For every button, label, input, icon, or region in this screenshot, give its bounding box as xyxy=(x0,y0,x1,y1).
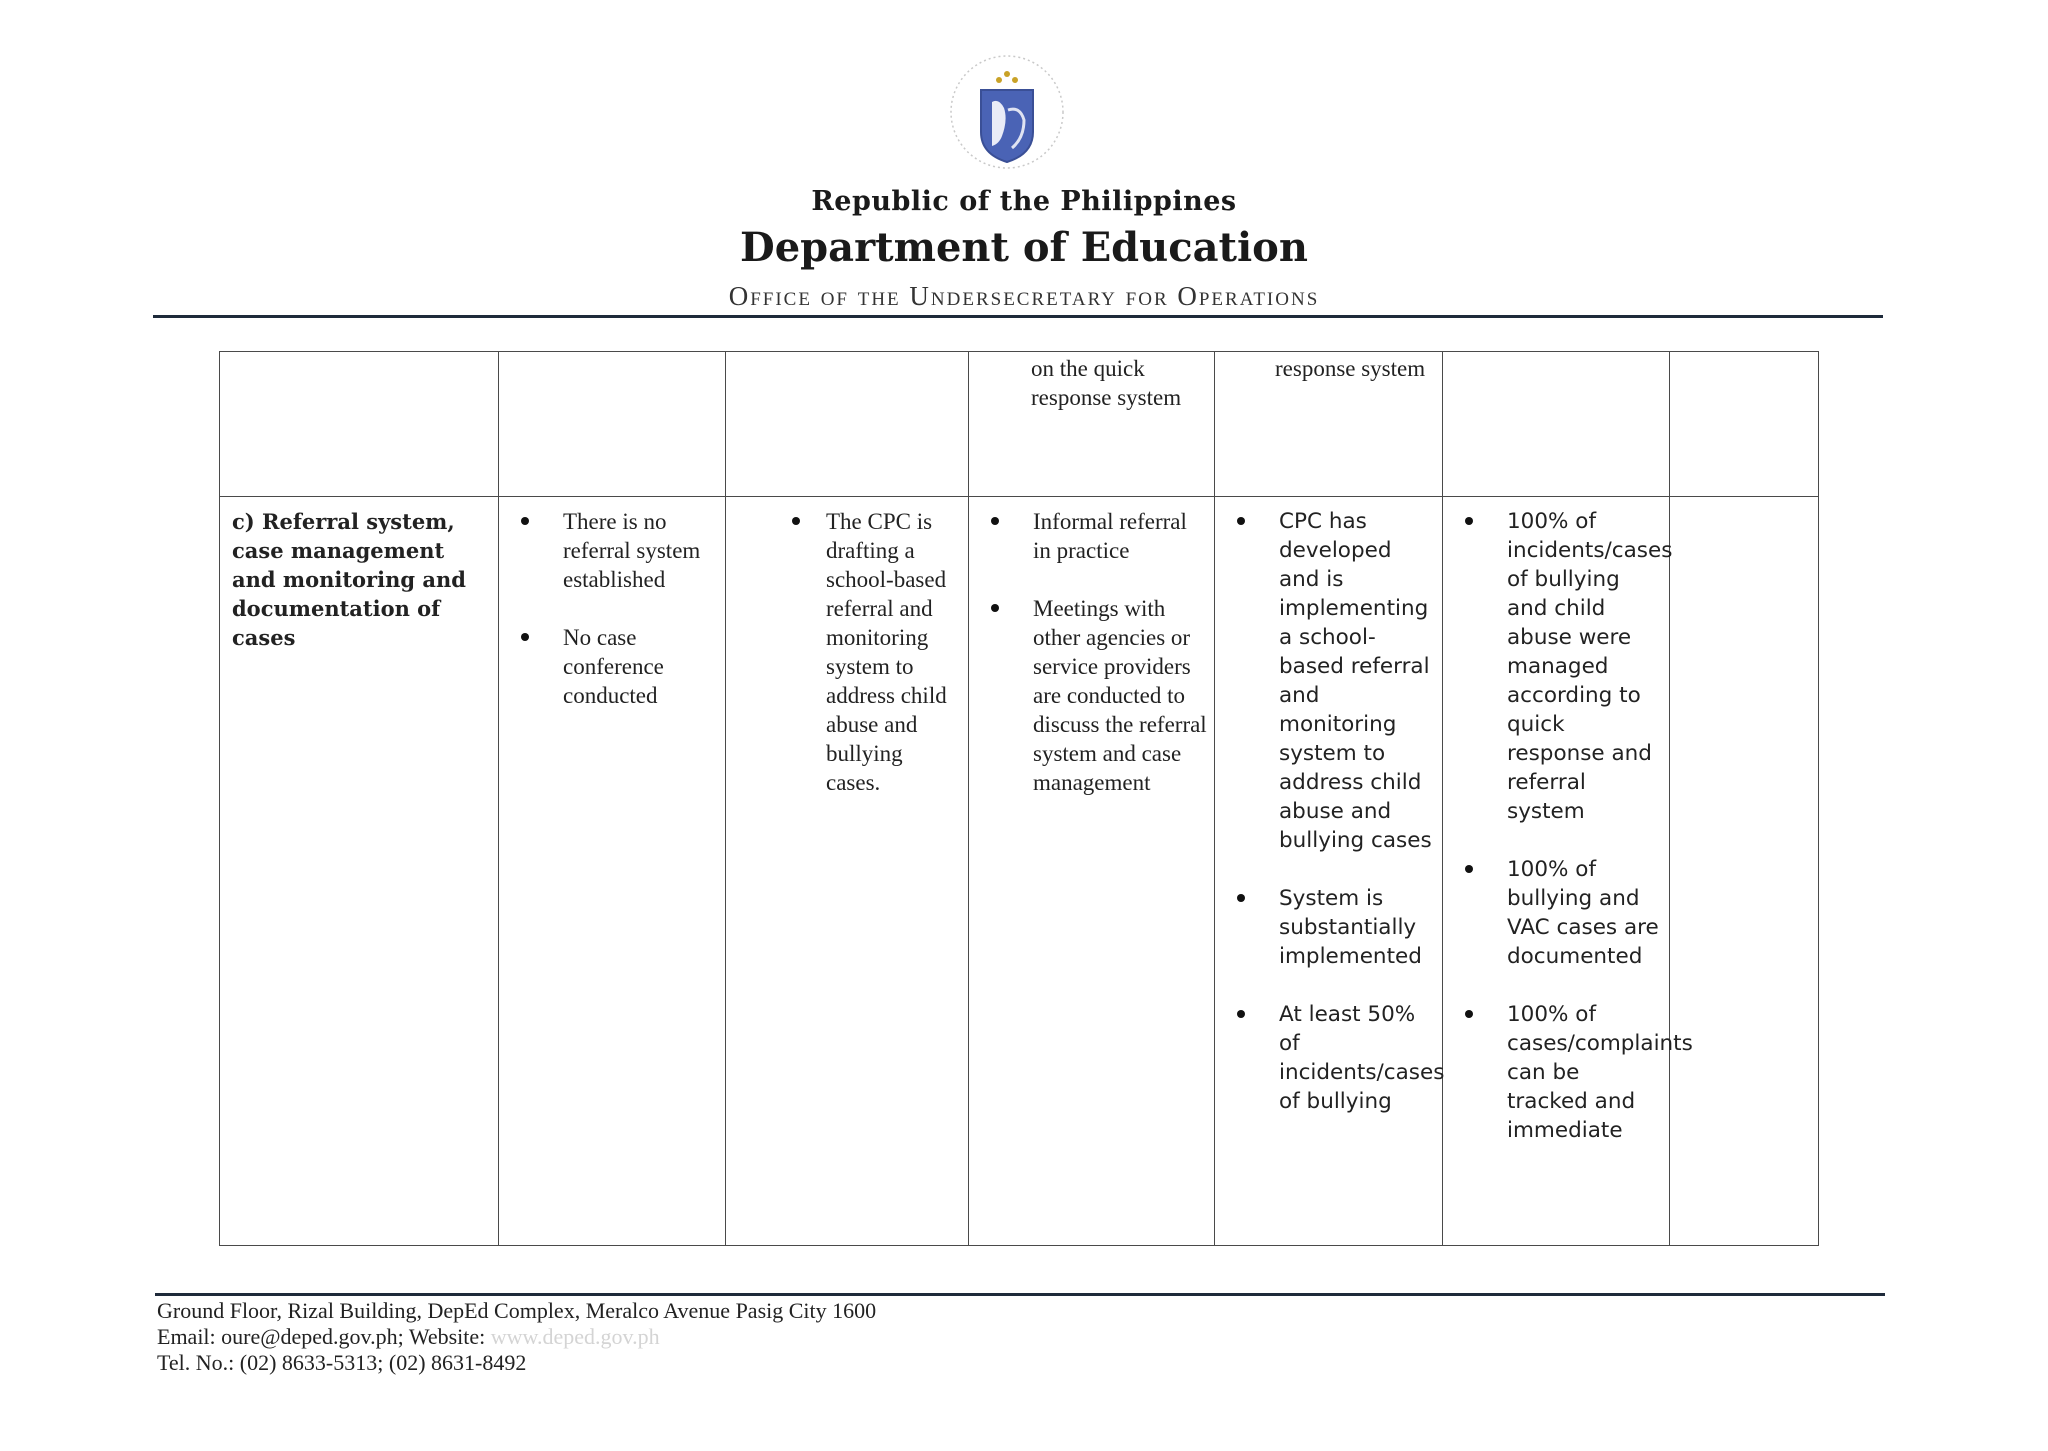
list-item xyxy=(969,507,1208,565)
list-item xyxy=(1215,507,1436,855)
table-cell xyxy=(1443,497,1693,1246)
bullet-text: CPC has developed and is implementing a school-based referral and monitoring system to address child abuse and bullying cases xyxy=(1279,509,1432,853)
continued-text: on the quick response system xyxy=(1031,356,1182,410)
table-cell xyxy=(1670,497,1819,1246)
footer-divider xyxy=(155,1293,1885,1296)
list-item xyxy=(969,594,1208,797)
bullet-text: No case conference conducted xyxy=(563,625,664,708)
table-cell xyxy=(726,352,969,497)
header-divider xyxy=(153,315,1883,318)
list-item xyxy=(1215,1000,1445,1116)
footer-address: Ground Floor, Rizal Building, DepEd Complex, Meralco Avenue Pasig City 1600 xyxy=(157,1298,877,1323)
bullet-icon xyxy=(1465,517,1473,525)
bullet-icon xyxy=(521,633,529,641)
bullet-icon xyxy=(521,517,529,525)
table-cell xyxy=(1215,352,1443,497)
bullet-text: Informal referral in practice xyxy=(1033,509,1187,563)
header-department: Department of Education xyxy=(740,224,1308,271)
bullet-text: Meetings with other agencies or service providers are conducted to discuss the referral system and case management xyxy=(1033,596,1207,795)
bullet-text: At least 50% of incidents/cases of bullying xyxy=(1279,1002,1445,1114)
list-item xyxy=(499,623,719,710)
table-cell xyxy=(499,352,726,497)
bullet-icon xyxy=(1237,1010,1245,1018)
monitoring-matrix-table xyxy=(219,351,1819,1246)
table-cell xyxy=(1215,497,1443,1246)
bullet-text: 100% of cases/complaints can be tracked and immediate xyxy=(1507,1002,1693,1143)
header-office: Office of the Undersecretary for Operations xyxy=(728,281,1320,311)
list-item xyxy=(726,507,962,797)
bullet-icon xyxy=(991,517,999,525)
bullet-icon xyxy=(991,604,999,612)
header-republic: Republic of the Philippines xyxy=(811,186,1237,217)
table-cell xyxy=(1670,352,1819,497)
table-cell xyxy=(499,497,726,1246)
table-cell xyxy=(726,497,969,1246)
table-cell xyxy=(220,352,499,497)
list-item xyxy=(499,507,719,594)
bullet-text: There is no referral system established xyxy=(563,509,701,592)
bullet-text: The CPC is drafting a school-based referral and monitoring system to address child abuse and bullying cases. xyxy=(826,509,947,795)
bullet-icon xyxy=(792,517,800,525)
table-row xyxy=(220,497,1819,1246)
list-item xyxy=(1443,855,1663,971)
bullet-text: 100% of incidents/cases of bullying and child abuse were managed according to quick response and referral system xyxy=(1507,509,1673,824)
footer-tel: Tel. No.: (02) 8633-5313; (02) 8631-8492 xyxy=(157,1350,527,1375)
deped-seal-logo xyxy=(944,50,1070,175)
list-item xyxy=(1215,884,1436,971)
table-cell xyxy=(1443,352,1670,497)
list-item xyxy=(1443,1000,1693,1145)
table-cell xyxy=(220,497,499,1246)
bullet-icon xyxy=(1237,894,1245,902)
bullet-icon xyxy=(1465,1010,1473,1018)
continued-text: response system xyxy=(1275,356,1426,381)
bullet-text: 100% of bullying and VAC cases are documented xyxy=(1507,857,1659,969)
criterion-label: c) Referral system, case management and monitoring and documentation of cases xyxy=(232,509,466,650)
footer-email: Email: oure@deped.gov.ph; Website: xyxy=(157,1324,486,1349)
bullet-icon xyxy=(1237,517,1245,525)
table-cell xyxy=(969,352,1215,497)
bullet-icon xyxy=(1465,865,1473,873)
footer-website: www.deped.gov.ph xyxy=(490,1324,660,1349)
footer-contact xyxy=(157,1298,876,1376)
footer-email-line xyxy=(157,1324,876,1350)
list-item xyxy=(1443,507,1673,826)
table-row xyxy=(220,352,1819,497)
bullet-text: System is substantially implemented xyxy=(1279,886,1422,969)
table-cell xyxy=(969,497,1215,1246)
